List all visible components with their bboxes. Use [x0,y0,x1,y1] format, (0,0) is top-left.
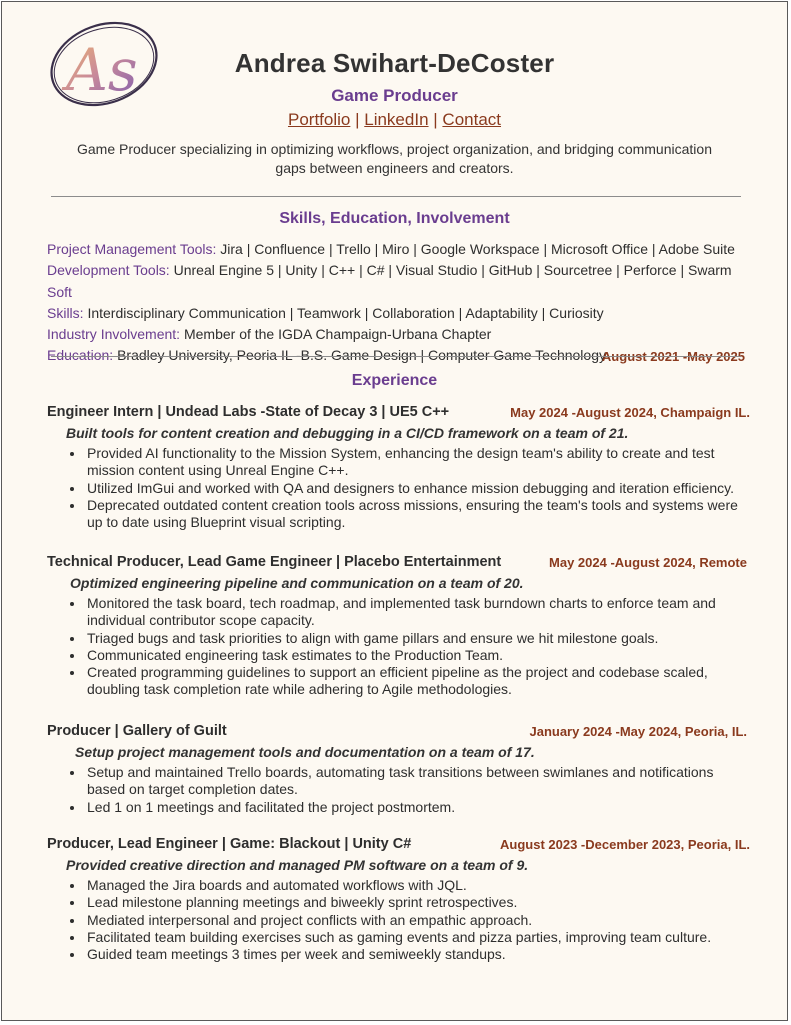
portfolio-link[interactable]: Portfolio [287,110,351,129]
education-value: Bradley University, Peoria IL -B.S. Game Design | Computer Game Technology [117,347,606,364]
job-entry [47,723,747,816]
job-title-text: Producer, Lead Engineer | Game: Blackout | Unity C# [47,836,412,852]
soft-skills-value: Interdisciplinary Communication | Teamwork | Collaboration | Adaptability | Curiosity [87,304,604,321]
skills-row-dev [47,260,747,303]
skills-row-pm [47,239,747,260]
contact-links [2,110,787,130]
job-bullets [47,877,750,963]
dev-tools-label: Development Tools: [47,262,170,279]
industry-label: Industry Involvement: [47,326,181,343]
job-bullet: • Managed the Jira boards and automated workflows with JQL. [85,877,750,894]
divider [51,196,741,197]
job-title-text: Technical Producer, Lead Game Engineer | Placebo Entertainment [47,554,502,570]
skills-block [47,239,747,367]
education-label: Education: [47,347,114,364]
job-bullets [47,445,750,531]
candidate-name: Andrea Swihart-DeCoster [234,48,555,78]
logo-monogram-text: As [66,36,138,104]
job-title [47,404,750,424]
job-bullet: • Guided team meetings 3 times per week and semiweekly standups. [85,946,750,963]
job-entry [47,404,750,531]
education-date: August 2021 -May 2025 [601,349,745,365]
job-title [47,723,747,743]
job-bullet: • Led 1 on 1 meetings and facilitated the project postmortem. [85,799,747,816]
pm-tools-label: Project Management Tools: [47,241,217,257]
job-bullets [47,764,747,816]
job-title [47,554,747,574]
job-title [47,836,750,856]
profile-summary: Game Producer specializing in optimizing workflows, project organization, and bridging communication gaps between engineers and creators. [77,141,712,176]
job-bullet: • Monitored the task board, tech roadmap, and implemented task burndown charts to enforce team and individual contributor scope capacity. [85,595,747,630]
job-entry [47,836,750,963]
job-bullet: • Provided AI functionality to the Mission System, enhancing the design team's ability to create and test mission content using Unreal Engine C++. [85,445,750,480]
job-bullet: • Utilized ImGui and worked with QA and designers to enhance mission debugging and iteration efficiency. [85,480,750,497]
job-summary: Provided creative direction and managed PM software on a team of 9. [66,857,529,873]
pm-tools-value: Jira | Confluence | Trello | Miro | Google Workspace | Microsoft Office | Adobe Suite [220,241,735,257]
candidate-title: Game Producer [331,86,458,105]
divider [51,356,741,357]
soft-skills-label-end: Skills: [47,304,84,321]
job-summary: Optimized engineering pipeline and communication on a team of 20. [70,575,524,591]
experience-heading: Experience [351,372,438,389]
job-summary: Built tools for content creation and debugging in a CI/CD framework on a team of 21. [66,425,629,441]
skills-row-industry [47,324,747,345]
job-bullets [47,595,747,699]
soft-skills-label-start: Soft [47,283,72,300]
job-date: August 2023 -December 2023, Peoria, IL. [500,837,750,852]
job-bullet: • Lead milestone planning meetings and biweekly sprint retrospectives. [85,894,750,911]
job-bullet: • Facilitated team building exercises such as gaming events and pizza parties, improving team culture. [85,929,750,946]
job-bullet: • Created programming guidelines to support an efficient pipeline as the project and codebase scaled, doubling task completion rate while adhering to Agile methodologies. [85,664,747,699]
job-bullet: • Setup and maintained Trello boards, automating task transitions between swimlanes and notifications based on target completion dates. [85,764,747,799]
link-separator: | [355,110,360,129]
resume-page [1,1,788,1021]
dev-tools-value: Unreal Engine 5 | Unity | C++ | C# | Visual Studio | GitHub | Sourcetree | Perforce | Swarm [173,262,732,279]
contact-link[interactable]: Contact [442,110,502,129]
job-bullet: • Deprecated outdated content creation tools across missions, ensuring the team's tools and systems were up to date using Blueprint visual scripting. [85,497,750,532]
job-bullet: • Mediated interpersonal and project conflicts with an empathic approach. [85,912,750,929]
job-summary: Setup project management tools and documentation on a team of 17. [75,744,535,760]
job-title-text: Engineer Intern | Undead Labs -State of Decay 3 | UE5 C++ [47,404,450,420]
job-entry [47,554,747,699]
link-separator: | [433,110,438,129]
linkedin-link[interactable]: LinkedIn [364,110,429,129]
skills-heading: Skills, Education, Involvement [279,210,510,227]
skills-row-soft [47,303,747,324]
job-bullet: • Triaged bugs and task priorities to align with game pillars and ensure we hit milestone goals. [85,630,747,647]
industry-value: Member of the IGDA Champaign-Urbana Chapter [183,326,492,343]
job-bullet: • Communicated engineering task estimates to the Production Team. [85,647,747,664]
job-date: May 2024 -August 2024, Champaign IL. [510,405,750,420]
job-date: January 2024 -May 2024, Peoria, IL. [529,724,747,739]
job-title-text: Producer | Gallery of Guilt [47,723,227,739]
job-date: May 2024 -August 2024, Remote [549,555,747,570]
